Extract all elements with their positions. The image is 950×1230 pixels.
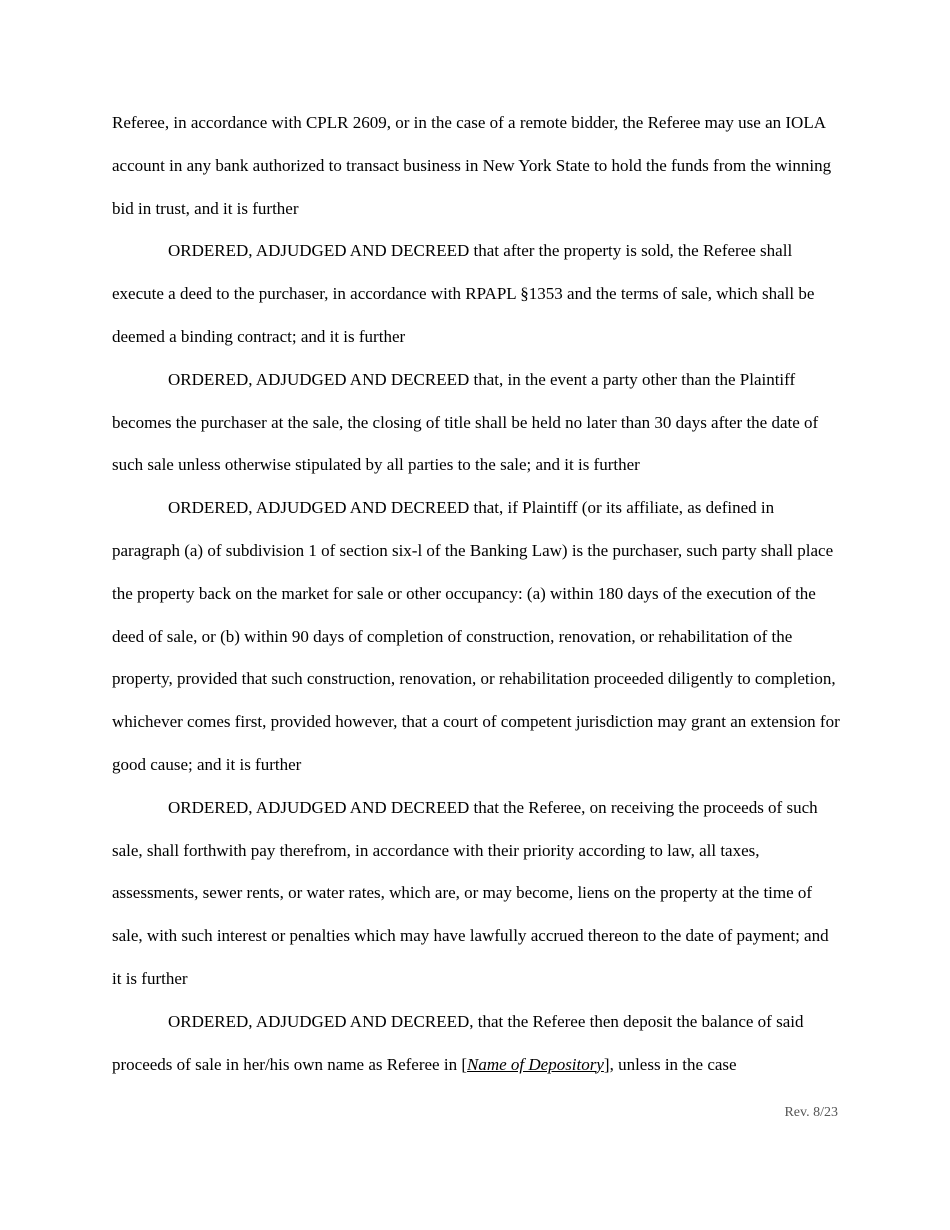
- deposit-text-after: ], unless in the case: [603, 1054, 737, 1074]
- paragraph-continuation: Referee, in accordance with CPLR 2609, or in the case of a remote bidder, the Referee may use an IOLA account in any bank authorized to transact business in New York State to hold the funds from the winning bid in trust, and it is further: [112, 113, 832, 218]
- document-body: [112, 102, 842, 1086]
- paragraph-deed-execution: ORDERED, ADJUDGED AND DECREED that after the property is sold, the Referee shall execute a deed to the purchaser, in accordance with RPAPL §1353 and the terms of sale, which shall be deemed a binding contract; and it is further: [112, 241, 815, 346]
- paragraph-closing-of-title: ORDERED, ADJUDGED AND DECREED that, in the event a party other than the Plaintiff becomes the purchaser at the sale, the closing of title shall be held no later than 30 days after the date of such sale unless otherwise stipulated by all parties to the sale; and it is further: [112, 369, 819, 475]
- deposit-text-before: ORDERED, ADJUDGED AND DECREED, that the Referee then deposit the balance of said proceeds of sale in her/his own name as Referee in [: [112, 1011, 804, 1074]
- paragraph-deposit-balance: [112, 1001, 842, 1087]
- depository-placeholder: Name of Depository: [466, 1054, 604, 1074]
- paragraph-plaintiff-purchaser: ORDERED, ADJUDGED AND DECREED that, if Plaintiff (or its affiliate, as defined in paragraph (a) of subdivision 1 of section six-l of the Banking Law) is the purchaser, such party shall place the property back on the market for sale or other occupancy: (a) within 180 days of the execution of the deed of sale, or (b) within 90 days of completion of construction, renovation, or rehabilitation of the property, provided that such construction, renovation, or rehabilitation proceeded diligently to completion, whichever comes first, provided however, that a court of competent jurisdiction may grant an extension for good cause; and it is further: [112, 498, 840, 774]
- paragraph-payment-of-taxes: ORDERED, ADJUDGED AND DECREED that the Referee, on receiving the proceeds of such sale, shall forthwith pay therefrom, in accordance with their priority according to law, all taxes, assessments, sewer rents, or water rates, which are, or may become, liens on the property at the time of sale, with such interest or penalties which may have lawfully accrued thereon to the date of payment; and it is further: [112, 797, 829, 988]
- revision-footer: Rev. 8/23: [784, 1105, 838, 1120]
